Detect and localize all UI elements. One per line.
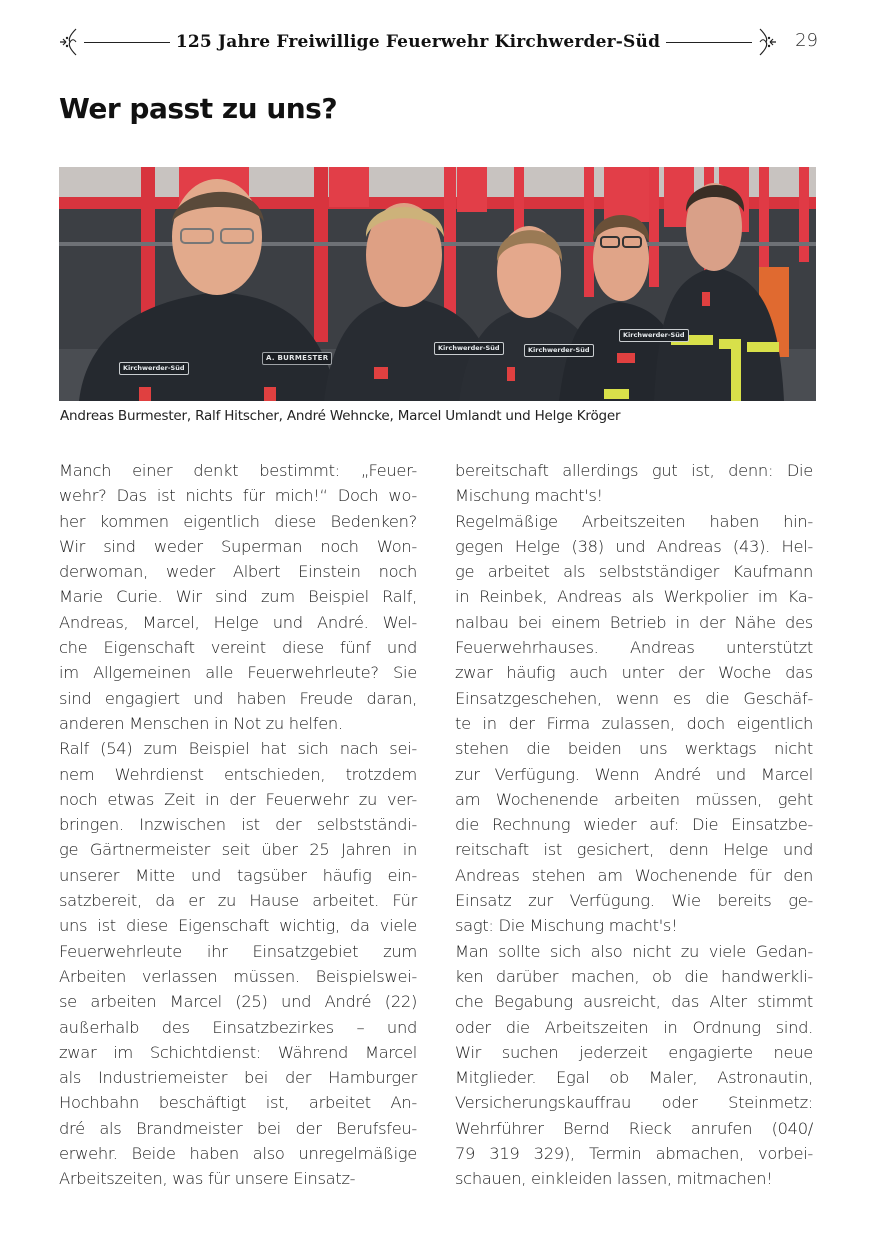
article-line: Marie Curie. Wir sind zum Beispiel Ralf,	[59, 587, 417, 607]
article-line: Wir sind weder Superman noch Won-	[59, 536, 417, 556]
article-line: unserer Mitte und tagsüber häufig ein-	[59, 865, 417, 885]
article-line: dré als Brandmeister bei der Berufsfeu-	[59, 1118, 417, 1138]
article-line: Ralf (54) zum Beispiel hat sich nach sei-	[59, 739, 417, 759]
jacket-badge-station: Kirchwerder-Süd	[524, 344, 594, 357]
article-line: stehen die beiden uns werktags nicht	[455, 739, 813, 759]
header-title: 125 Jahre Freiwillige Feuerwehr Kirchwerder-Süd	[175, 32, 661, 52]
article-line: außerhalb des Einsatzbezirkes – und	[59, 1017, 417, 1037]
article-line: anderen Menschen in Not zu helfen.	[59, 713, 343, 733]
article-line: Andreas stehen am Wochenende für den	[455, 865, 813, 885]
jacket-badge-station: Kirchwerder-Süd	[434, 342, 504, 355]
article-line: satzbereit, da er zu Hause arbeitet. Für	[59, 891, 417, 911]
article-line: uns ist diese Eigenschaft wichtig, da viele	[59, 916, 417, 936]
article-line: sagt: Die Mischung macht's!	[455, 916, 678, 936]
article-line: nem Wehrdienst entschieden, trotzdem	[59, 764, 417, 784]
article-line: Arbeiten verlassen müssen. Beispielswei-	[59, 966, 417, 986]
jacket-badge-station: Kirchwerder-Süd	[119, 362, 189, 375]
article-line: bereitschaft allerdings gut ist, denn: Die	[455, 461, 813, 480]
article-column-right	[455, 458, 813, 1192]
article-line: zur Verfügung. Wenn André und Marcel	[455, 764, 813, 784]
fleuron-ornament-left-icon	[58, 27, 80, 57]
article-line: Manch einer denkt bestimmt: „Feuer-	[59, 461, 417, 480]
jacket-badge-name: A. BURMESTER	[262, 352, 332, 365]
article-line: her kommen eigentlich diese Bedenken?	[59, 511, 417, 531]
article-line: Arbeitszeiten, was für unsere Einsatz-	[59, 1169, 356, 1189]
article-line: Regelmäßige Arbeitszeiten haben hin-	[455, 511, 813, 531]
article-line: ge Gärtnermeister seit über 25 Jahren in	[59, 840, 417, 860]
article-line: erwehr. Beide haben also unregelmäßige	[59, 1144, 417, 1164]
article-line: wehr? Das ist nichts für mich!“ Doch wo-	[59, 486, 417, 506]
article-line: se arbeiten Marcel (25) und André (22)	[59, 992, 417, 1012]
article-line: am Wochenende arbeiten müssen, geht	[455, 789, 813, 809]
header-rule-left	[84, 42, 170, 43]
article-line: Andreas, Marcel, Helge und André. Wel-	[59, 612, 417, 632]
article-line: 79 319 329), Termin abmachen, vorbei-	[455, 1144, 813, 1164]
article-line: in Reinbek, Andreas als Werkpolier im Ka-	[455, 587, 813, 607]
article-line: sind engagiert und haben Freude daran,	[59, 688, 417, 708]
article-line: Feuerwehrleute ihr Einsatzgebiet zum	[59, 941, 417, 961]
article-line: Feuerwehrhauses. Andreas unterstützt	[455, 638, 813, 658]
article-line: im Allgemeinen alle Feuerwehrleute? Sie	[59, 663, 417, 683]
page-title: Wer passt zu uns?	[59, 92, 338, 125]
article-line: ken darüber machen, ob die handwerkli-	[455, 966, 813, 986]
article-line: che Begabung ausreicht, das Alter stimmt	[455, 992, 813, 1012]
article-line: derwoman, weder Albert Einstein noch	[59, 562, 417, 582]
jacket-badge-station: Kirchwerder-Süd	[619, 329, 689, 342]
article-line: schauen, einkleiden lassen, mitmachen!	[455, 1169, 773, 1189]
running-header	[58, 26, 818, 58]
article-line: Man sollte sich also nicht zu viele Gedan-	[455, 941, 813, 961]
article-line: noch etwas Zeit in der Feuerwehr zu ver-	[59, 789, 417, 809]
article-line: zwar häufig auch unter der Woche das	[455, 663, 813, 683]
article-line: te in der Firma zulassen, doch eigentlich	[455, 713, 813, 733]
article-line: ge arbeitet als selbstständiger Kaufmann	[455, 562, 813, 582]
page-number: 29	[795, 30, 818, 51]
fleuron-ornament-right-icon	[756, 27, 778, 57]
article-line: oder die Arbeitszeiten in Ordnung sind.	[455, 1017, 813, 1037]
article-line: Wir suchen jederzeit engagierte neue	[455, 1042, 813, 1062]
group-photo	[59, 167, 816, 401]
article-line: gegen Helge (38) und Andreas (43). Hel-	[455, 536, 813, 556]
article-line: Wehrführer Bernd Rieck anrufen (040/	[455, 1118, 813, 1138]
article-line: Mitglieder. Egal ob Maler, Astronautin,	[455, 1068, 813, 1088]
article-line: bringen. Inzwischen ist der selbstständi-	[59, 815, 417, 835]
article-line: reitschaft ist gesichert, denn Helge und	[455, 840, 813, 860]
header-rule-right	[666, 42, 752, 43]
article-line: Hochbahn beschäftigt ist, arbeitet An-	[59, 1093, 417, 1113]
article-line: Versicherungskauffrau oder Steinmetz:	[455, 1093, 813, 1113]
article-line: zwar im Schichtdienst: Während Marcel	[59, 1042, 417, 1062]
article-line: die Rechnung wieder auf: Die Einsatzbe-	[455, 815, 813, 835]
article-line: als Industriemeister bei der Hamburger	[59, 1068, 417, 1088]
article-line: Einsatzgeschehen, wenn es die Geschäf-	[455, 688, 813, 708]
article-line: Mischung macht's!	[455, 486, 603, 506]
article-line: nalbau bei einem Betrieb in der Nähe des	[455, 612, 813, 632]
photo-caption: Andreas Burmester, Ralf Hitscher, André Wehncke, Marcel Umlandt und Helge Kröger	[60, 408, 621, 424]
article-line: Einsatz zur Verfügung. Wie bereits ge-	[455, 891, 813, 911]
article-line: che Eigenschaft vereint diese fünf und	[59, 638, 417, 658]
article-column-left	[59, 458, 417, 1192]
